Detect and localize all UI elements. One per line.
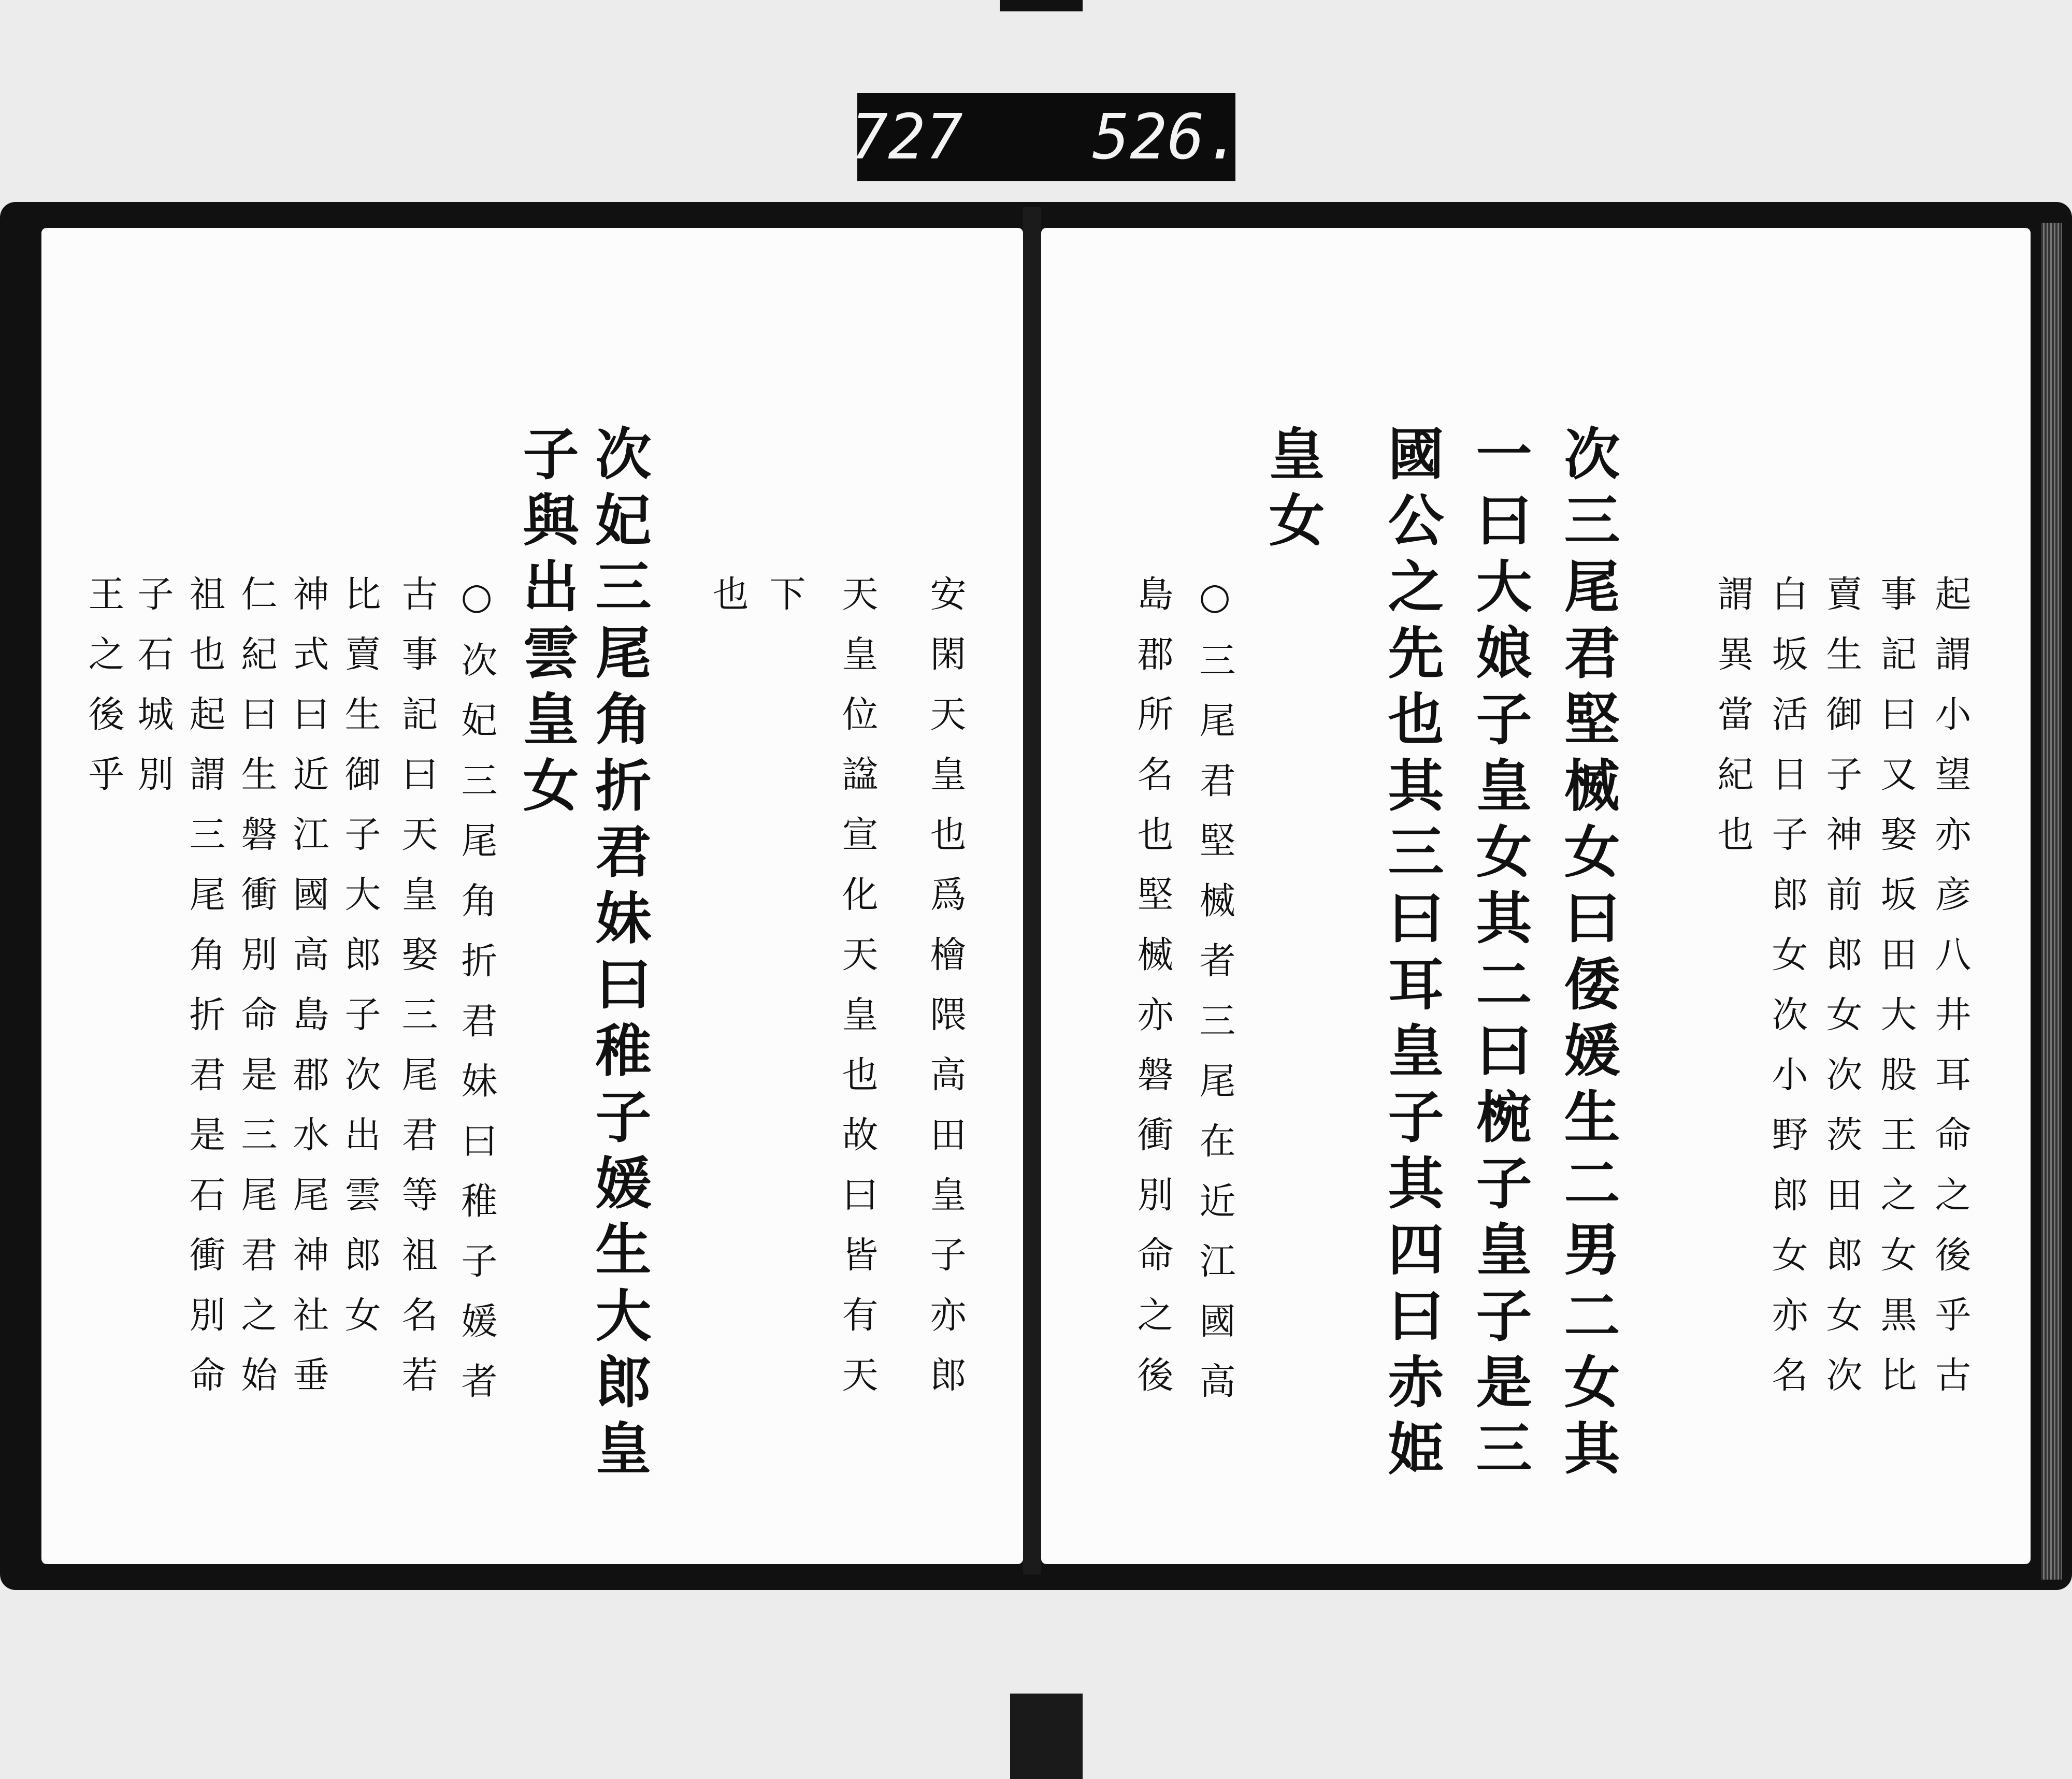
- left-gloss-col-4: 也: [707, 575, 749, 635]
- book-gutter: [1023, 207, 1041, 1574]
- left-note-col-2: 古事記曰天皇娶三尾君等祖名若: [396, 575, 438, 1416]
- left-note-col-3: 比賣生御子大郎子次出雲郎女: [339, 575, 381, 1356]
- right-main-col-1: 次三尾君堅楲女曰倭媛生二男二女其: [1555, 425, 1620, 1485]
- left-gloss-col-2: 天皇位諡宣化天皇也故曰皆有天: [836, 575, 879, 1416]
- left-note-col-4: 神式曰近江國高島郡水尾神社垂: [287, 575, 329, 1416]
- left-page: [41, 228, 1023, 1564]
- film-frame-bottom-stub: [1010, 1694, 1083, 1779]
- film-label-plate: [851, 93, 1242, 181]
- right-note-col-1: ○三尾君堅楲者三尾在近江國高: [1193, 575, 1236, 1422]
- right-gloss-col-3: 賣生御子神前郎女次茨田郎女次: [1820, 575, 1863, 1416]
- right-main-col-2: 一曰大娘子皇女其二曰椀子皇子是三: [1466, 425, 1532, 1485]
- left-main-col-1: 次妃三尾角折君妹曰稚子媛生大郎皇: [586, 425, 651, 1485]
- right-note-col-2: 島郡所名也堅楲亦磐衝別命之後: [1131, 575, 1174, 1416]
- film-frame-top-stub: [1000, 0, 1083, 11]
- left-main-col-2: 子與出雲皇女: [513, 425, 579, 822]
- right-gloss-col-4: 白坂活日子郎女次小野郎女亦名: [1766, 575, 1808, 1416]
- right-main-col-3: 國公之先也其三曰耳皇子其四曰赤姫: [1378, 425, 1444, 1485]
- film-label-right-number: 526.: [1092, 101, 1242, 173]
- right-page: [1041, 228, 2031, 1564]
- left-note-col-8: 王之後乎: [82, 575, 125, 815]
- page-edges: [2041, 223, 2062, 1580]
- film-label-left-number: 727: [851, 101, 963, 173]
- left-note-col-1: ○次妃三尾角折君妹曰稚子媛者: [455, 575, 498, 1422]
- left-note-col-7: 子石城別: [132, 575, 174, 815]
- right-gloss-col-1: 起謂小望亦彦八井耳命之後乎古: [1929, 575, 1972, 1416]
- left-gloss-col-1: 安閑天皇也爲檜隈高田皇子亦郎: [924, 575, 967, 1416]
- right-gloss-col-5: 謂異當紀也: [1711, 575, 1754, 875]
- left-note-col-5: 仁紀曰生磐衝別命是三尾君之始: [235, 575, 278, 1416]
- left-gloss-col-3: 下: [764, 575, 806, 635]
- right-gloss-col-2: 事記曰又娶坂田大股王之女黒比: [1875, 575, 1917, 1416]
- right-main-col-4: 皇女: [1259, 425, 1325, 557]
- left-note-col-6: 祖也起謂三尾角折君是石衝別命: [183, 575, 226, 1416]
